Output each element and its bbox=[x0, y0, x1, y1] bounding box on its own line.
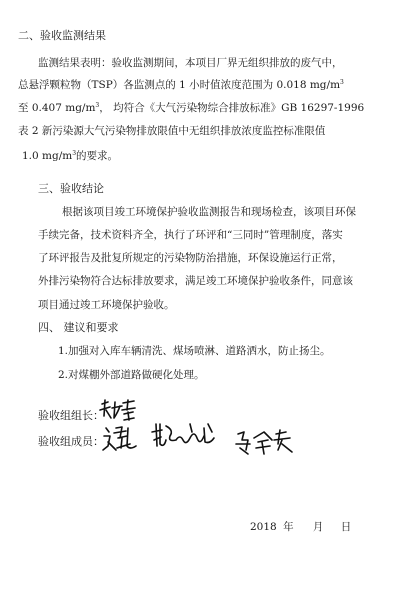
paragraph-line: 总悬浮颗粒物（TSP）各监测点的 1 小时值浓度范围为 0.018 $mg/m^3$ bbox=[18, 79, 344, 91]
date-year: 2018 bbox=[250, 521, 277, 533]
date-month-char: 月 bbox=[312, 521, 324, 533]
paragraph-line: 至 0.407 $mg/m^3$， 均符合《大气污染物综合排放标准》GB 16297-1996 bbox=[18, 102, 365, 114]
date-day-char: 日 bbox=[340, 521, 352, 533]
paragraph-line: 外排污染物符合达标排放要求，满足竣工环境保护验收条件，同意该 bbox=[38, 275, 353, 287]
leader-label: 验收组组长： bbox=[38, 409, 104, 422]
section-4-heading: 四、 建议和要求 bbox=[38, 321, 119, 334]
leader-signature bbox=[98, 398, 138, 424]
paragraph-line: 1.0 $mg/m^3$的要求。 bbox=[22, 150, 119, 162]
section-2-heading: 二、验收监测结果 bbox=[18, 29, 106, 42]
paragraph-line: 根据该项目竣工环境保护验收监测报告和现场检查，该项目环保 bbox=[62, 206, 356, 218]
paragraph-line: 项目通过竣工环境保护验收。 bbox=[38, 299, 175, 311]
date-year-char: 年 bbox=[283, 521, 294, 533]
date-line bbox=[250, 522, 351, 533]
paragraph-line: 了环评报告及批复所规定的污染物防治措施，环保设施运行正常， bbox=[38, 252, 343, 264]
member-signature-3 bbox=[234, 428, 298, 458]
list-item: 1.加强对入库车辆清洗、煤场喷淋、道路洒水，防止扬尘。 bbox=[58, 345, 331, 357]
list-item: 2.对煤棚外部道路做硬化处理。 bbox=[58, 369, 205, 381]
section-3-heading: 三、验收结论 bbox=[38, 182, 104, 195]
paragraph-line: 表 2 新污染源大气污染物排放限值中无组织排放浓度监控标准限值 bbox=[18, 125, 326, 137]
member-signature-2 bbox=[150, 420, 230, 454]
paragraph-line: 手续完备，技术资料齐全，执行了环评和“三同时”管理制度，落实 bbox=[38, 229, 343, 241]
member-signature-1 bbox=[100, 424, 144, 456]
members-label: 验收组成员： bbox=[38, 435, 104, 448]
paragraph-line: 监测结果表明：验收监测期间，本项目厂界无组织排放的废气中， bbox=[38, 57, 343, 69]
